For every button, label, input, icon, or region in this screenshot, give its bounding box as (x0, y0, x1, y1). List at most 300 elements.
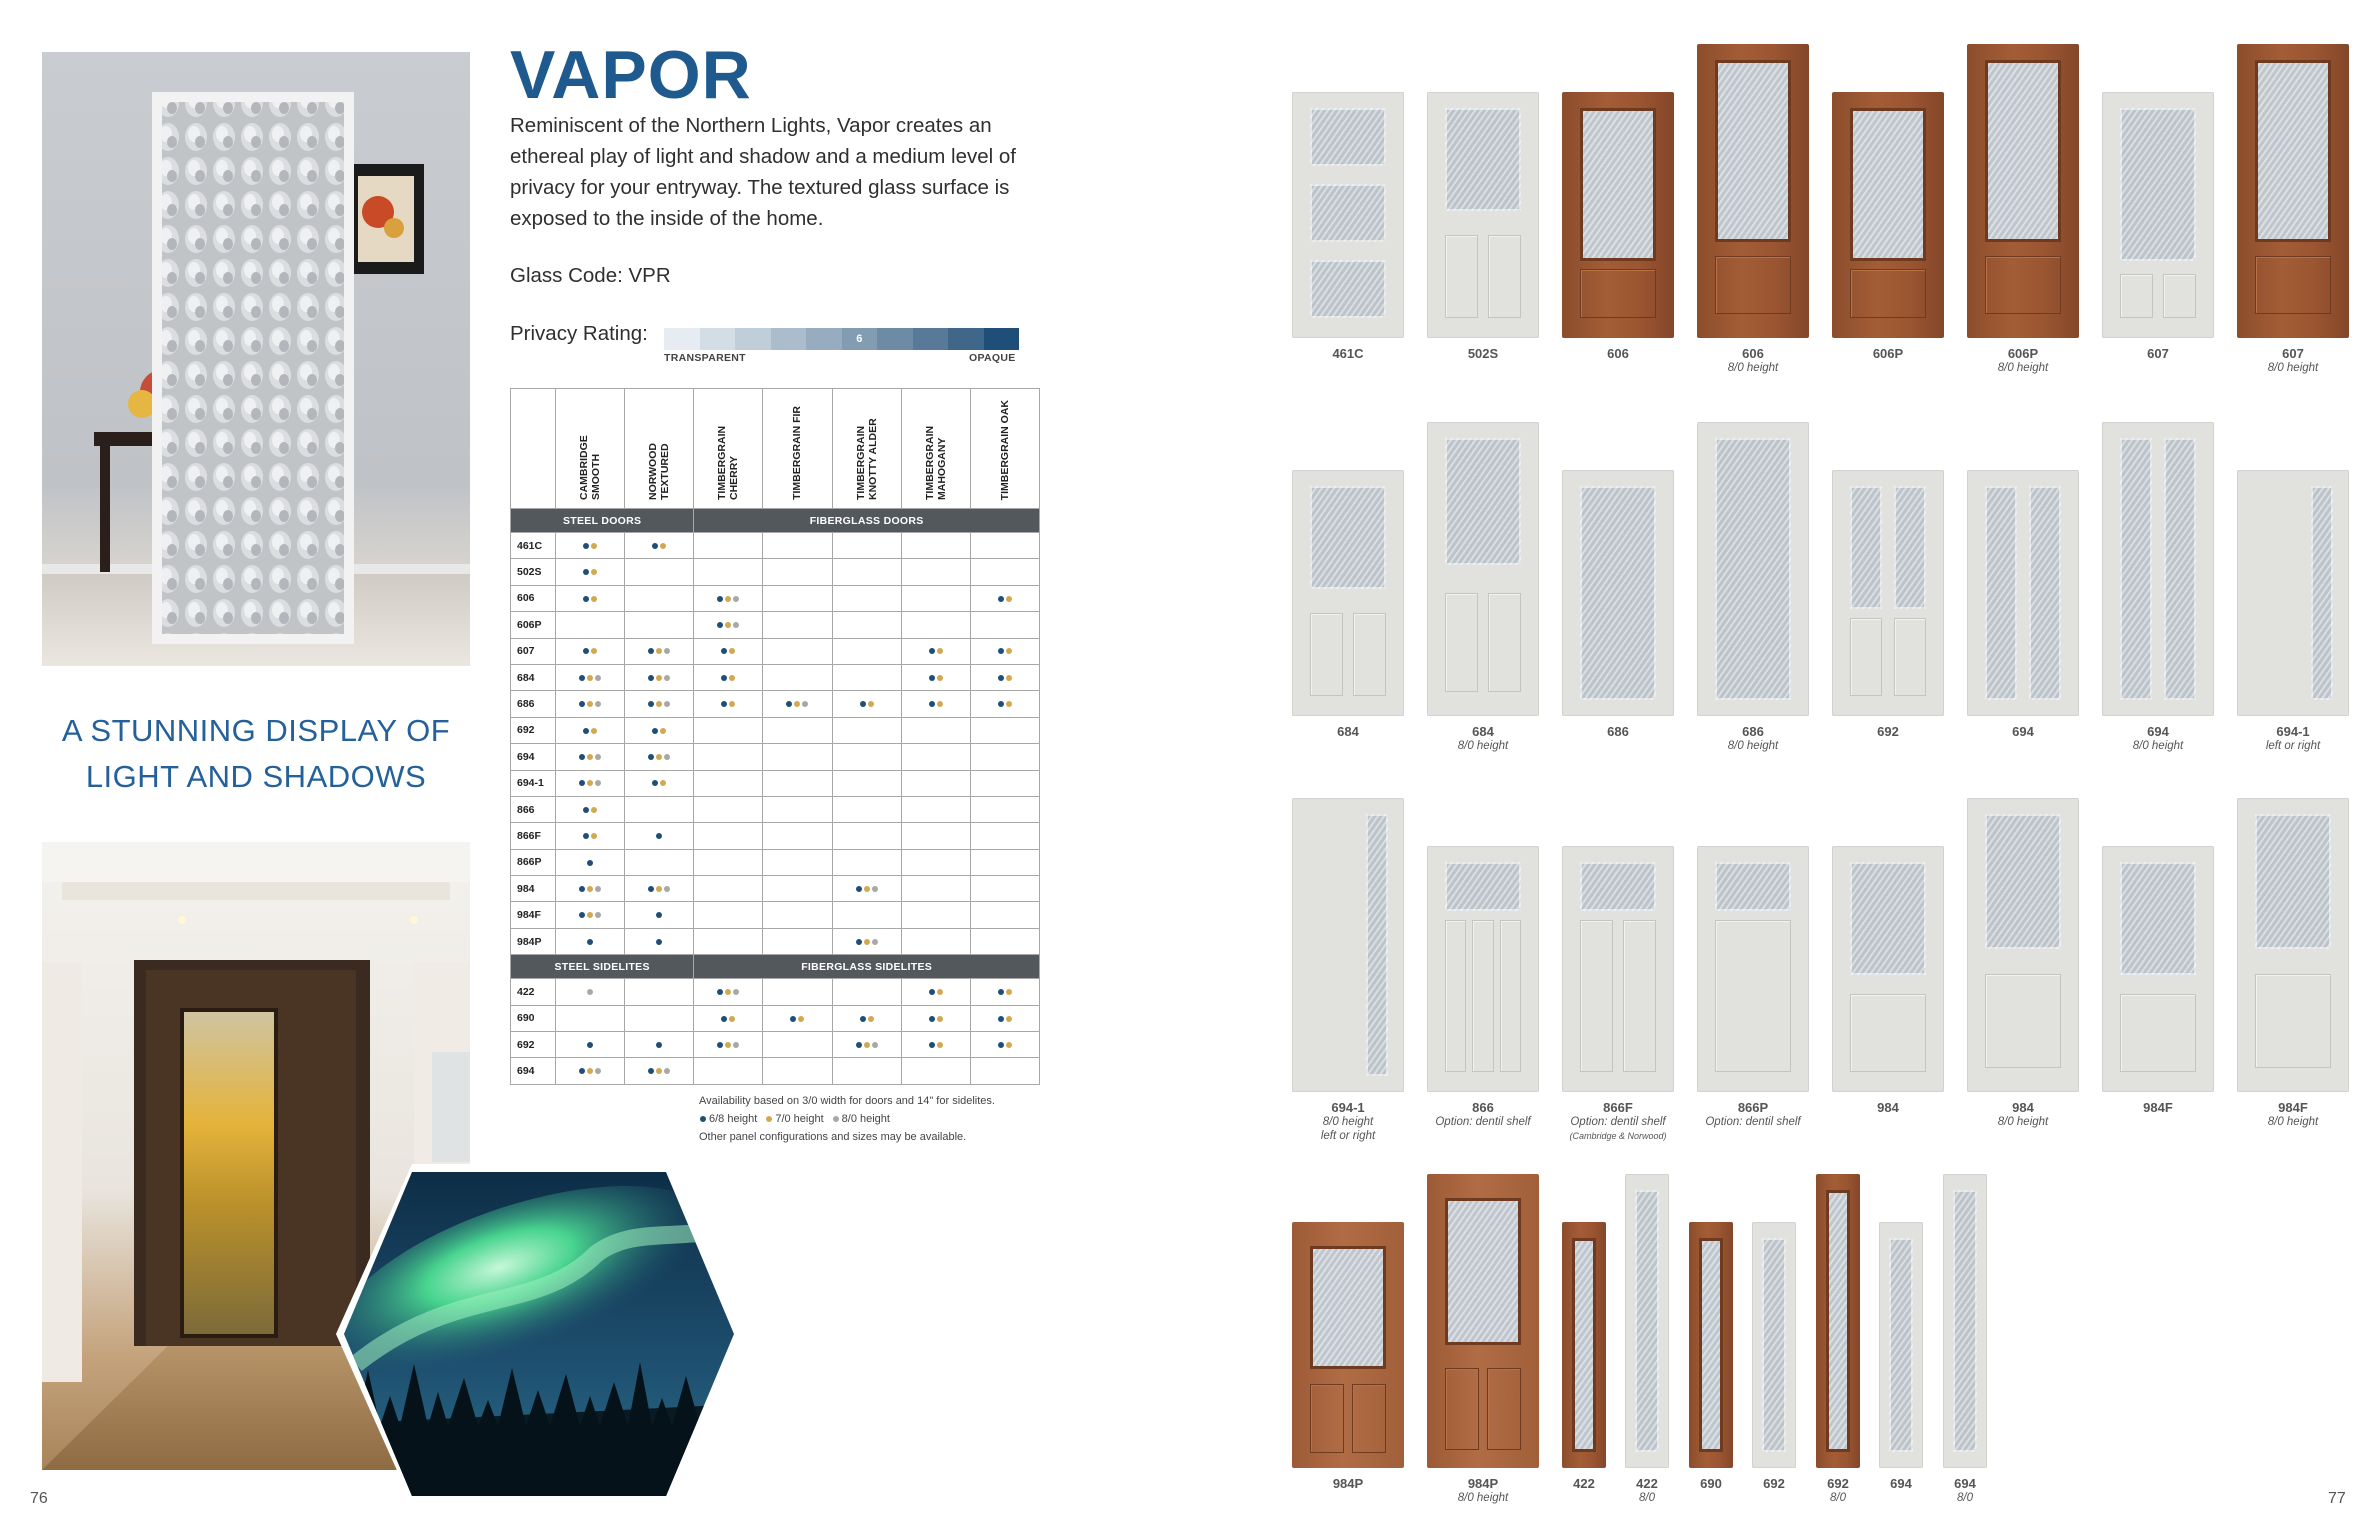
door-glass (1580, 108, 1656, 261)
northern-lights-hexagon (336, 1164, 742, 1504)
availability-dot-a (656, 833, 662, 839)
door-model-code: 984F (2143, 1100, 2173, 1115)
availability-dot-a (656, 939, 662, 945)
availability-dot-b (725, 1042, 731, 1048)
door-note: 8/0 height (1727, 740, 1779, 752)
availability-dot-c (595, 754, 601, 760)
matrix-cell (832, 612, 901, 638)
door-panel (1353, 613, 1386, 697)
door-glass (1953, 1190, 1977, 1452)
door-label (1273, 1100, 1423, 1143)
matrix-row-code: 606P (511, 612, 556, 638)
section-headline (42, 708, 470, 800)
availability-dot-a (579, 780, 585, 786)
matrix-row (511, 612, 1040, 638)
matrix-cell (694, 823, 763, 849)
matrix-cell (625, 1058, 694, 1084)
legend-dot-a (700, 1116, 706, 1122)
matrix-cell (625, 559, 694, 585)
matrix-row-code: 461C (511, 533, 556, 559)
door-note: 8/0 (1639, 1492, 1655, 1504)
matrix-cell (763, 770, 832, 796)
headline-line-1: A STUNNING DISPLAY OF (61, 713, 451, 748)
door-label (2218, 1100, 2368, 1129)
matrix-cell (625, 823, 694, 849)
availability-dot-b (864, 939, 870, 945)
matrix-body (511, 509, 1040, 1085)
door-note: 8/0 height (1457, 740, 1509, 752)
door-panel (1310, 1384, 1344, 1453)
door-style-690 (1689, 1222, 1733, 1468)
door-label (1408, 346, 1558, 361)
availability-dot-a (656, 912, 662, 918)
door-label (1273, 724, 1423, 739)
matrix-cell (556, 823, 625, 849)
matrix-cell (625, 979, 694, 1005)
matrix-row (511, 717, 1040, 743)
matrix-cell (970, 849, 1039, 875)
door-panel (1850, 618, 1882, 697)
door-glass (1580, 862, 1656, 911)
availability-dot-b (729, 675, 735, 681)
matrix-cell (556, 1058, 625, 1084)
availability-dot-a (786, 701, 792, 707)
door-label (1948, 724, 2098, 739)
matrix-column-label: CAMBRIDGE SMOOTH (578, 435, 603, 500)
door-note: 8/0 height (1727, 362, 1779, 374)
availability-dot-b (1006, 675, 1012, 681)
door-model-code: 690 (1700, 1476, 1722, 1491)
vapor-glass-door-illustration (42, 52, 470, 666)
privacy-segment-1 (664, 328, 700, 350)
availability-dot-b (660, 728, 666, 734)
availability-dot-a (579, 675, 585, 681)
matrix-cell (694, 664, 763, 690)
door-glass (1889, 1238, 1913, 1452)
matrix-row-code: 692 (511, 717, 556, 743)
availability-dot-a (860, 1016, 866, 1022)
availability-dot-c (733, 989, 739, 995)
door-style-606p (1832, 92, 1944, 338)
door-style-694 (1967, 470, 2079, 716)
matrix-cell (694, 849, 763, 875)
matrix-cell (832, 1058, 901, 1084)
matrix-cell (556, 744, 625, 770)
matrix-row-code: 984F (511, 902, 556, 928)
door-note: 8/0 height (2267, 362, 2319, 374)
matrix-cell (763, 902, 832, 928)
privacy-rating-bar (664, 328, 1019, 350)
door-panel (2120, 274, 2153, 318)
matrix-cell (763, 664, 832, 690)
matrix-cell (556, 664, 625, 690)
door-style-692 (1816, 1174, 1860, 1468)
door-model-code: 606 (1607, 346, 1629, 361)
matrix-row (511, 1005, 1040, 1031)
availability-dot-b (868, 1016, 874, 1022)
matrix-cell (763, 849, 832, 875)
matrix-header-row (511, 389, 1040, 509)
matrix-row-code: 694 (511, 744, 556, 770)
availability-dot-a (583, 648, 589, 654)
matrix-cell (901, 585, 970, 611)
door-glass (1826, 1190, 1850, 1452)
matrix-row (511, 691, 1040, 717)
availability-dot-b (864, 1042, 870, 1048)
page-number-right: 77 (2328, 1490, 2346, 1507)
door-glass (2120, 438, 2152, 700)
door-style-984 (1967, 798, 2079, 1092)
availability-dot-b (868, 701, 874, 707)
availability-dot-a (856, 886, 862, 892)
matrix-cell (970, 533, 1039, 559)
matrix-cell (763, 717, 832, 743)
door-model-code: 692 (1877, 724, 1899, 739)
door-label (2083, 724, 2233, 753)
door-model-code: 984 (2012, 1100, 2034, 1115)
matrix-cell (970, 979, 1039, 1005)
matrix-cell (832, 638, 901, 664)
description: Reminiscent of the Northern Lights, Vapor creates an ethereal play of light and shadow and a medium level of privacy for your entryway. The textured glass surface is exposed to the inside of the home. (510, 114, 1016, 230)
door-label (1813, 346, 1963, 361)
door-model-code: 692 (1827, 1476, 1849, 1491)
door-glass (1762, 1238, 1786, 1452)
availability-dot-b (729, 1016, 735, 1022)
legend-label: 7/0 height (775, 1113, 824, 1125)
availability-dot-a (648, 701, 654, 707)
privacy-segment-3 (735, 328, 771, 350)
door-glass (2120, 108, 2196, 261)
matrix-row-code: 422 (511, 979, 556, 1005)
door-style-422 (1625, 1174, 1669, 1468)
availability-dot-b (937, 675, 943, 681)
matrix-cell (625, 691, 694, 717)
availability-dot-a (583, 833, 589, 839)
matrix-cell (970, 664, 1039, 690)
availability-dot-a (929, 1016, 935, 1022)
availability-dot-b (660, 543, 666, 549)
availability-dot-b (656, 648, 662, 654)
matrix-cell (625, 770, 694, 796)
privacy-segment-selected: 6 (842, 328, 878, 350)
door-label (2083, 1100, 2233, 1115)
matrix-section-sidelites (511, 955, 1040, 979)
availability-dot-a (856, 939, 862, 945)
availability-dot-c (587, 989, 593, 995)
matrix-cell (970, 823, 1039, 849)
availability-dot-b (729, 701, 735, 707)
door-model-code: 694-1 (2276, 724, 2310, 739)
availability-dot-c (595, 912, 601, 918)
availability-dot-c (802, 701, 808, 707)
matrix-row (511, 1032, 1040, 1058)
availability-dot-a (579, 754, 585, 760)
availability-dot-a (648, 675, 654, 681)
matrix-cell (832, 902, 901, 928)
door-note: Option: dentil shelf (1435, 1116, 1531, 1128)
door-style-502s (1427, 92, 1539, 338)
matrix-cell (694, 717, 763, 743)
matrix-cell (901, 638, 970, 664)
availability-dot-a (648, 648, 654, 654)
matrix-cell (832, 876, 901, 902)
availability-matrix (510, 388, 1040, 1085)
matrix-cell (694, 638, 763, 664)
matrix-cell (763, 1005, 832, 1031)
availability-dot-a (717, 1042, 723, 1048)
door-panel (1850, 994, 1926, 1073)
door-model-code: 606 (1742, 346, 1764, 361)
matrix-cell (763, 796, 832, 822)
matrix-row (511, 823, 1040, 849)
matrix-section-doors (511, 509, 1040, 533)
matrix-cell (832, 664, 901, 690)
privacy-segment-2 (700, 328, 736, 350)
section-label-steel: STEEL SIDELITES (511, 955, 694, 979)
door-model-code: 866F (1603, 1100, 1633, 1115)
matrix-cell (625, 928, 694, 954)
door-glass (2311, 486, 2333, 700)
door-panel (1445, 920, 1466, 1073)
matrix-cell (625, 902, 694, 928)
matrix-cell (901, 1058, 970, 1084)
matrix-cell (556, 717, 625, 743)
availability-dot-b (587, 701, 593, 707)
matrix-cell (556, 585, 625, 611)
matrix-cell (832, 717, 901, 743)
matrix-cell (625, 533, 694, 559)
door-model-code: 422 (1636, 1476, 1658, 1491)
availability-dot-a (579, 1068, 585, 1074)
door-style-692 (1832, 470, 1944, 716)
availability-dot-a (656, 1042, 662, 1048)
page-title: VAPOR (510, 37, 752, 113)
availability-dot-b (587, 780, 593, 786)
matrix-cell (556, 876, 625, 902)
matrix-row-code: 984P (511, 928, 556, 954)
matrix-corner (511, 389, 556, 509)
availability-dot-c (733, 622, 739, 628)
door-label (1543, 724, 1693, 739)
matrix-row (511, 664, 1040, 690)
availability-dot-a (587, 939, 593, 945)
door-model-code: 684 (1472, 724, 1494, 739)
privacy-segment-10 (984, 328, 1020, 350)
door-label (1948, 346, 2098, 375)
door-glass (1699, 1238, 1723, 1452)
door-model-code: 606P (2007, 346, 2039, 361)
availability-dot-b (1006, 1016, 1012, 1022)
door-panel (1985, 256, 2061, 315)
door-style-984f (2237, 798, 2349, 1092)
matrix-column-label: TIMBERGRAIN KNOTTY ALDER (854, 418, 879, 500)
matrix-cell (832, 1032, 901, 1058)
privacy-opaque-label: OPAQUE (969, 352, 1016, 364)
page-number-left: 76 (30, 1490, 48, 1507)
matrix-cell (625, 585, 694, 611)
door-style-606p (1967, 44, 2079, 338)
matrix-cell (763, 1032, 832, 1058)
matrix-cell (694, 902, 763, 928)
matrix-cell (625, 664, 694, 690)
matrix-row (511, 979, 1040, 1005)
availability-dot-a (583, 543, 589, 549)
matrix-cell (556, 1005, 625, 1031)
notes-line-3: Other panel configurations and sizes may be available. (699, 1131, 967, 1143)
matrix-cell (763, 559, 832, 585)
door-style-866 (1427, 846, 1539, 1092)
matrix-cell (901, 533, 970, 559)
door-panel (1850, 269, 1926, 318)
door-glass (1985, 814, 2061, 949)
matrix-row-code: 866 (511, 796, 556, 822)
door-panel (1487, 1368, 1521, 1450)
door-model-code: 694 (2012, 724, 2034, 739)
matrix-cell (832, 849, 901, 875)
matrix-cell (970, 638, 1039, 664)
door-panel (1445, 1368, 1479, 1450)
availability-dot-b (591, 543, 597, 549)
matrix-column-label: TIMBERGRAIN OAK (998, 399, 1011, 500)
door-glass (1445, 1198, 1521, 1345)
door-panel (1500, 920, 1521, 1073)
availability-dot-b (1006, 989, 1012, 995)
availability-dot-a (998, 1042, 1004, 1048)
availability-dot-b (937, 1042, 943, 1048)
matrix-cell (694, 1032, 763, 1058)
section-label-fiberglass: FIBERGLASS SIDELITES (694, 955, 1040, 979)
matrix-cell (625, 1032, 694, 1058)
door-note: Option: dentil shelf (1570, 1116, 1666, 1128)
availability-dot-a (579, 886, 585, 892)
matrix-cell (832, 559, 901, 585)
matrix-row-code: 694-1 (511, 770, 556, 796)
matrix-cell (901, 1032, 970, 1058)
door-panel (2255, 256, 2331, 315)
matrix-cell (556, 559, 625, 585)
availability-dot-a (721, 648, 727, 654)
matrix-cell (694, 979, 763, 1005)
matrix-row (511, 585, 1040, 611)
door-glass (1894, 486, 1926, 609)
matrix-cell (694, 612, 763, 638)
door-model-code: 694 (1954, 1476, 1976, 1491)
door-style-684 (1427, 422, 1539, 716)
door-style-984f (2102, 846, 2214, 1092)
matrix-cell (832, 533, 901, 559)
matrix-cell (763, 876, 832, 902)
matrix-cell (556, 902, 625, 928)
availability-dot-b (587, 912, 593, 918)
door-model-code: 694 (2147, 724, 2169, 739)
door-panel (1472, 920, 1493, 1073)
privacy-segment-4 (771, 328, 807, 350)
matrix-cell (763, 744, 832, 770)
door-glass (1715, 862, 1791, 911)
availability-dot-b (937, 648, 943, 654)
matrix-cell (832, 770, 901, 796)
availability-dot-a (652, 728, 658, 734)
availability-dot-a (998, 648, 1004, 654)
section-label-fiberglass: FIBERGLASS DOORS (694, 509, 1040, 533)
door-style-692 (1752, 1222, 1796, 1468)
availability-dot-b (587, 754, 593, 760)
matrix-cell (901, 770, 970, 796)
door-panel (1715, 920, 1791, 1073)
door-glass (2255, 60, 2331, 242)
door-label (2218, 724, 2368, 753)
matrix-row-code: 690 (511, 1005, 556, 1031)
door-glass (1445, 108, 1521, 211)
matrix-column-label: TIMBERGRAIN CHERRY (716, 425, 741, 500)
door-label (1678, 724, 1828, 753)
matrix-row (511, 902, 1040, 928)
door-panel (1715, 256, 1791, 315)
matrix-row-code: 606 (511, 585, 556, 611)
privacy-segment-5 (806, 328, 842, 350)
matrix-cell (625, 638, 694, 664)
matrix-row (511, 770, 1040, 796)
matrix-cell (832, 744, 901, 770)
door-label (1408, 1100, 1558, 1129)
door-label (1890, 1476, 2040, 1505)
matrix-row-code: 684 (511, 664, 556, 690)
door-style-606 (1697, 44, 1809, 338)
matrix-cell (832, 585, 901, 611)
matrix-cell (694, 928, 763, 954)
matrix-row (511, 744, 1040, 770)
door-style-606 (1562, 92, 1674, 338)
door-glass (1572, 1238, 1596, 1452)
availability-dot-b (591, 596, 597, 602)
door-panel (1580, 920, 1613, 1073)
availability-dot-c (733, 1042, 739, 1048)
door-glass (1580, 486, 1656, 700)
door-style-694-1 (2237, 470, 2349, 716)
availability-dot-c (664, 886, 670, 892)
door-panel (1310, 613, 1343, 697)
availability-dot-b (1006, 648, 1012, 654)
availability-dot-c (595, 780, 601, 786)
matrix-cell (901, 717, 970, 743)
matrix-row (511, 559, 1040, 585)
availability-dot-a (929, 648, 935, 654)
availability-dot-a (998, 596, 1004, 602)
legend-dot-b (766, 1116, 772, 1122)
matrix-cell (763, 612, 832, 638)
matrix-cell (901, 664, 970, 690)
availability-dot-c (595, 675, 601, 681)
door-model-code: 694 (1890, 1476, 1912, 1491)
matrix-column-header (763, 389, 832, 509)
availability-dot-c (595, 701, 601, 707)
matrix-cell (625, 796, 694, 822)
matrix-cell (970, 585, 1039, 611)
legend-label: 8/0 height (841, 1113, 890, 1125)
matrix-row (511, 533, 1040, 559)
door-glass (1445, 862, 1521, 911)
door-glass (1366, 814, 1388, 1076)
availability-dot-b (660, 780, 666, 786)
availability-dot-a (929, 989, 935, 995)
availability-dot-c (872, 1042, 878, 1048)
matrix-cell (694, 691, 763, 717)
availability-dot-b (937, 1016, 943, 1022)
door-style-694 (2102, 422, 2214, 716)
matrix-cell (763, 585, 832, 611)
matrix-cell (901, 796, 970, 822)
availability-dot-b (1006, 701, 1012, 707)
